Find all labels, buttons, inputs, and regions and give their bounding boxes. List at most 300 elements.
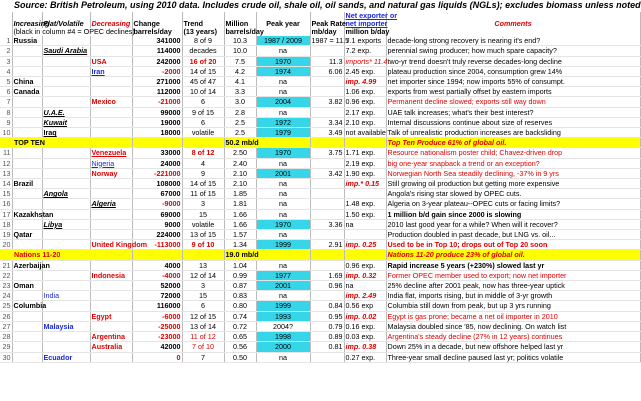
trend-value: 45 of 47 <box>182 77 224 87</box>
change-value: 18000 <box>132 128 182 138</box>
row-number: 15 <box>0 189 12 199</box>
hdr-change: Change <box>132 12 182 28</box>
summary-row <box>0 138 640 148</box>
change-value: 108000 <box>132 179 182 189</box>
change-value: 0 <box>132 352 182 362</box>
row-number: 25 <box>0 301 12 311</box>
peak-rate-value <box>310 46 344 56</box>
peak-rate-value <box>310 291 344 301</box>
change-value: 341000 <box>132 36 182 46</box>
row-number: 8 <box>0 107 12 117</box>
peak-year-value: 1972 <box>256 117 310 127</box>
hdr-net-importer: net importer <box>345 19 388 28</box>
country-name: Mexico <box>90 97 132 107</box>
empty-cell <box>12 199 42 209</box>
peak-rate-value <box>310 189 344 199</box>
country-name: Ecuador <box>42 352 90 362</box>
million-bd-value: 1.81 <box>224 199 256 209</box>
trend-value: 3 <box>182 281 224 291</box>
change-value: 42000 <box>132 342 182 352</box>
change-value: -23000 <box>132 332 182 342</box>
change-value: 67000 <box>132 189 182 199</box>
peak-rate-value: 3.36 <box>310 219 344 229</box>
net-value: 1.48 exp. <box>344 199 386 209</box>
peak-rate-value <box>310 209 344 219</box>
net-value <box>344 230 386 240</box>
comment: perennial swing producer; how much spare capacity? <box>386 46 640 56</box>
country-name: U.A.E. <box>42 107 90 117</box>
comment: 1 million b/d gain since 2000 is slowing <box>386 209 640 219</box>
peak-year-value: na <box>256 77 310 87</box>
empty-cell <box>90 87 132 97</box>
row-number: 29 <box>0 342 12 352</box>
summary-blank <box>132 250 182 260</box>
change-value: -221000 <box>132 168 182 178</box>
change-value: 33000 <box>132 148 182 158</box>
table-row <box>0 209 640 219</box>
empty-cell <box>42 199 90 209</box>
trend-value: 13 of 14 <box>182 321 224 331</box>
peak-rate-value: 0.79 <box>310 321 344 331</box>
million-bd-value: 2.40 <box>224 158 256 168</box>
country-name: Kuwait <box>42 117 90 127</box>
million-bd-value: 1.34 <box>224 240 256 250</box>
net-value: imp. 0.02 <box>344 311 386 321</box>
empty-cell <box>90 219 132 229</box>
net-value: 1.71 exp. <box>344 148 386 158</box>
empty-cell <box>12 168 42 178</box>
trend-value: 3 <box>182 199 224 209</box>
peak-year-value: 2001 <box>256 281 310 291</box>
peak-rate-value: 6.06 <box>310 66 344 76</box>
comment: Still growing oil production but getting more expensive <box>386 179 640 189</box>
trend-value: decades <box>182 46 224 56</box>
peak-rate-value: 3.42 <box>310 168 344 178</box>
change-value: -25000 <box>132 321 182 331</box>
comment: Production doubled in past decade, but LNG vs. oil... <box>386 230 640 240</box>
table-row <box>0 352 640 362</box>
table-row <box>0 219 640 229</box>
trend-value: 9 <box>182 168 224 178</box>
peak-year-value: 1974 <box>256 66 310 76</box>
table-row <box>0 260 640 270</box>
hdr-change-unit: barrels/day <box>132 28 182 36</box>
hdr-million: Million <box>224 12 256 28</box>
comment: net importer since 1994; now imports 55% of consumpt. <box>386 77 640 87</box>
row-number: 16 <box>0 199 12 209</box>
comment: UAE talk increases; what's their best interest? <box>386 107 640 117</box>
net-value: 2.10 exp. <box>344 117 386 127</box>
net-value: 0.16 exp. <box>344 321 386 331</box>
empty-cell <box>42 281 90 291</box>
peak-year-value: na <box>256 87 310 97</box>
comment: Former OPEC member used to export; now net importer <box>386 270 640 280</box>
million-bd-value: 10.0 <box>224 46 256 56</box>
row-number: 21 <box>0 260 12 270</box>
million-bd-value: 2.5 <box>224 128 256 138</box>
net-value: 1.06 exp. <box>344 87 386 97</box>
empty-cell <box>90 77 132 87</box>
empty-cell <box>90 209 132 219</box>
hdr-net-unit: million b/day <box>345 27 390 36</box>
empty-cell <box>12 270 42 280</box>
table-row <box>0 36 640 46</box>
country-name: China <box>12 77 42 87</box>
comment: Internal discussions continue about size of reserves <box>386 117 640 127</box>
empty-cell <box>12 128 42 138</box>
hdr-increasing: Increasing <box>12 12 42 28</box>
change-value: -21000 <box>132 97 182 107</box>
million-bd-value: 4.1 <box>224 77 256 87</box>
net-value: 0.56 exp <box>344 301 386 311</box>
comment: Rapid increase 5 years (+230%) slowed last yr <box>386 260 640 270</box>
country-name: Canada <box>12 87 42 97</box>
change-value: 9000 <box>132 219 182 229</box>
empty-cell <box>42 77 90 87</box>
table-row <box>0 97 640 107</box>
table-row <box>0 128 640 138</box>
peak-year-value: na <box>256 46 310 56</box>
net-value: 0.96 exp. <box>344 97 386 107</box>
table-row <box>0 117 640 127</box>
row-number: 17 <box>0 209 12 219</box>
trend-value: 8 of 9 <box>182 36 224 46</box>
change-value: 99000 <box>132 107 182 117</box>
table-row <box>0 342 640 352</box>
empty-cell <box>42 36 90 46</box>
peak-rate-value: 0.84 <box>310 301 344 311</box>
million-bd-value: 0.80 <box>224 301 256 311</box>
comment: Talk of unrealistic production increases are backsliding <box>386 128 640 138</box>
empty-cell <box>42 342 90 352</box>
empty-cell <box>12 321 42 331</box>
peak-rate-value <box>310 158 344 168</box>
million-bd-value: 1.66 <box>224 209 256 219</box>
net-value: not available <box>345 128 386 138</box>
summary-total: 50.2 mb/d <box>224 138 310 148</box>
hdr-blank-2 <box>386 28 640 36</box>
trend-value: 9 of 10 <box>182 240 224 250</box>
peak-year-value: na <box>256 158 310 168</box>
peak-year-value: 2001 <box>256 168 310 178</box>
hdr-peak-rate: Peak Rate <box>310 12 344 28</box>
peak-year-value: 2000 <box>256 342 310 352</box>
peak-rate-value: 3.82 <box>310 97 344 107</box>
row-number: 7 <box>0 97 12 107</box>
million-bd-value: 0.83 <box>224 291 256 301</box>
peak-rate-value: 3.34 <box>310 117 344 127</box>
comment: India flat, imports rising, but in middle of 3-yr growth <box>386 291 640 301</box>
empty-cell <box>90 301 132 311</box>
country-name: Iran <box>90 66 132 76</box>
trend-value: 10 of 14 <box>182 87 224 97</box>
empty-cell <box>42 301 90 311</box>
table-row <box>0 158 640 168</box>
table-row <box>0 332 640 342</box>
peak-rate-value: 1.69 <box>310 270 344 280</box>
peak-rate-value <box>310 352 344 362</box>
country-name: Azerbaijan <box>13 260 50 270</box>
trend-value: 15 <box>182 209 224 219</box>
peak-rate-value <box>310 230 344 240</box>
table-row <box>0 321 640 331</box>
peak-year-value: 1998 <box>256 332 310 342</box>
comment: Columbia still down from peak, but up 3 yrs running <box>386 301 640 311</box>
net-value: 1.90 exp. <box>344 168 386 178</box>
million-bd-value: 0.65 <box>224 332 256 342</box>
table-row <box>0 281 640 291</box>
empty-cell <box>42 311 90 321</box>
change-value: 19000 <box>132 117 182 127</box>
empty-cell <box>90 260 132 270</box>
table-row <box>0 148 640 158</box>
comment: Resource nationalism poster child; Chavez-driven drop <box>386 148 640 158</box>
million-bd-value: 0.50 <box>224 352 256 362</box>
table-row <box>0 66 640 76</box>
empty-cell <box>90 321 132 331</box>
hdr-trend: Trend <box>182 12 224 28</box>
table-row <box>0 168 640 178</box>
comment: Down 25% in a decade, but new offshore helped last yr <box>386 342 640 352</box>
trend-value: 11 of 12 <box>182 332 224 342</box>
summary-label: TOP TEN <box>0 138 132 148</box>
empty-cell <box>90 281 132 291</box>
table-row <box>0 77 640 87</box>
peak-year-value: 1970 <box>256 148 310 158</box>
empty-cell <box>42 97 90 107</box>
net-value: 1.50 exp. <box>344 209 386 219</box>
trend-value: volatile <box>182 128 224 138</box>
peak-rate-value: 0.89 <box>310 332 344 342</box>
row-number: 18 <box>0 219 12 229</box>
country-name: Argentina <box>90 332 132 342</box>
summary-blank <box>182 138 224 148</box>
comment: decade-long strong recovery is nearing it's end? <box>386 36 640 46</box>
million-bd-value: 0.87 <box>224 281 256 291</box>
row-number: 12 <box>0 158 12 168</box>
comment: Egypt is gas prone; became a net oil importer in 2010 <box>386 311 640 321</box>
million-bd-value: 2.10 <box>224 168 256 178</box>
country-name: Nigeria <box>90 158 132 168</box>
million-bd-value: 0.72 <box>224 321 256 331</box>
peak-rate-value: 2.91 <box>310 240 344 250</box>
change-value: -2000 <box>132 66 182 76</box>
comment: 25% decline after 2001 peak, now has three-year uptick <box>386 281 640 291</box>
hdr-flat-volatile: Flat/Volatile <box>42 12 90 28</box>
peak-year-value: na <box>256 230 310 240</box>
peak-year-value: na <box>256 189 310 199</box>
empty-cell <box>12 189 42 199</box>
comment: Argentina's steady decline (27% in 12 years) continues <box>386 332 640 342</box>
empty-cell <box>12 56 42 66</box>
row-number: 27 <box>0 321 12 331</box>
trend-value: 6 <box>182 117 224 127</box>
table-row <box>0 46 640 56</box>
net-value: imports* 11.4 <box>345 56 388 66</box>
net-value: 2.45 exp. <box>344 66 386 76</box>
hdr-million-unit: barrels/day <box>225 27 264 36</box>
peak-year-value: na <box>256 352 310 362</box>
peak-rate-value <box>310 179 344 189</box>
trend-value: 13 of 15 <box>182 230 224 240</box>
change-value: -113000 <box>132 240 182 250</box>
net-value: na <box>344 281 386 291</box>
row-number: 11 <box>0 148 12 158</box>
net-value: imp. 4.99 <box>344 77 386 87</box>
row-number: 1 <box>0 36 12 46</box>
table-row <box>0 291 640 301</box>
change-value: 271000 <box>132 77 182 87</box>
table-row <box>0 230 640 240</box>
empty-cell <box>12 332 42 342</box>
row-number: 10 <box>0 128 12 138</box>
trend-value: 16 of 20 <box>182 56 224 66</box>
million-bd-value: 1.04 <box>224 260 256 270</box>
peak-year-value: na <box>256 179 310 189</box>
peak-rate-value: 0.95 <box>310 311 344 321</box>
row-number: 20 <box>0 240 12 250</box>
table-row <box>0 107 640 117</box>
change-value: 242000 <box>132 56 182 66</box>
empty-cell <box>42 332 90 342</box>
comment: Algeria on 3-year plateau--OPEC cuts or facing limits? <box>386 199 640 209</box>
peak-rate-value: 11.3 <box>310 56 344 66</box>
peak-year-value: na <box>256 260 310 270</box>
empty-cell <box>12 352 42 362</box>
table-row <box>0 199 640 209</box>
million-bd-value: 0.56 <box>224 342 256 352</box>
empty-cell <box>42 148 90 158</box>
country-name: Kazakhstan <box>13 209 54 219</box>
million-bd-value: 2.5 <box>224 117 256 127</box>
empty-cell <box>42 87 90 97</box>
empty-cell <box>12 158 42 168</box>
net-value: 0.27 exp. <box>344 352 386 362</box>
row-number: 30 <box>0 352 12 362</box>
country-name: Saudi Arabia <box>42 46 90 56</box>
million-bd-value: 2.8 <box>224 107 256 117</box>
country-name: United Kingdom <box>91 240 147 250</box>
change-value: -6000 <box>132 311 182 321</box>
peak-year-value: 2004 <box>256 97 310 107</box>
row-number: 9 <box>0 117 12 127</box>
comment: big one-year snapback a trend or an exception? <box>386 158 640 168</box>
change-value: 69000 <box>132 209 182 219</box>
country-name: Columbia <box>13 301 47 311</box>
empty-cell <box>12 148 42 158</box>
million-bd-value: 7.5 <box>224 56 256 66</box>
row-number: 22 <box>0 270 12 280</box>
country-name: Russia <box>12 36 42 46</box>
change-value: 52000 <box>132 281 182 291</box>
trend-value: 4 <box>182 158 224 168</box>
net-value <box>344 189 386 199</box>
empty-cell <box>12 46 42 56</box>
peak-rate-value: 3.49 <box>310 128 344 138</box>
million-bd-value: 1.85 <box>224 189 256 199</box>
hdr-decreasing: Decreasing <box>90 12 132 28</box>
summary-blank <box>132 138 182 148</box>
hdr-black-note: (black in column #4 = OPEC declines) <box>13 27 135 36</box>
comment: Angola's rising star slowed by OPEC cuts. <box>386 189 640 199</box>
country-name: Oman <box>12 281 42 291</box>
table-row <box>0 87 640 97</box>
summary-label: Nations 11-20 <box>0 250 132 260</box>
country-name: Egypt <box>90 311 132 321</box>
empty-cell <box>12 219 42 229</box>
hdr-peak-rate-unit: mb/day <box>310 28 344 36</box>
row-number: 24 <box>0 291 12 301</box>
row-number: 4 <box>0 66 12 76</box>
million-bd-value: 10.3 <box>224 36 256 46</box>
peak-year-value: 2004? <box>256 321 310 331</box>
summary-total: 19.0 mb/d <box>224 250 310 260</box>
peak-rate-value: 0.81 <box>310 342 344 352</box>
country-name: Indonesia <box>90 270 132 280</box>
million-bd-value: 3.3 <box>224 87 256 97</box>
peak-year-value: 1987 / 2009 <box>256 36 310 46</box>
table-row <box>0 189 640 199</box>
peak-year-value: na <box>256 291 310 301</box>
row-number: 19 <box>0 230 12 240</box>
peak-year-value: 1999 <box>256 240 310 250</box>
country-name: Iraq <box>42 128 90 138</box>
trend-value: 14 of 15 <box>182 179 224 189</box>
peak-rate-value: 0.96 <box>310 281 344 291</box>
peak-year-value: 1977 <box>256 270 310 280</box>
peak-year-value: na <box>256 107 310 117</box>
hdr-num-2 <box>0 28 12 36</box>
country-name: Australia <box>90 342 132 352</box>
million-bd-value: 0.74 <box>224 311 256 321</box>
change-value: 116000 <box>132 301 182 311</box>
million-bd-value: 0.99 <box>224 270 256 280</box>
table-row <box>0 179 640 189</box>
empty-cell <box>42 168 90 178</box>
peak-rate-value: 1987 = 11.5 <box>311 36 350 46</box>
net-value: imp. 0.25 <box>344 240 386 250</box>
million-bd-value: 3.0 <box>224 97 256 107</box>
net-value: 2.17 exp. <box>344 107 386 117</box>
country-name: Malaysia <box>42 321 90 331</box>
summary-blank <box>344 138 386 148</box>
source-note: Source: British Petroleum, using 2010 data. Includes crude oil, shale oil, oil sands, and natural gas liquids (NGLs); excludes biomass unless noted <box>14 0 641 10</box>
net-value: 0.96 exp. <box>344 260 386 270</box>
empty-cell <box>12 117 42 127</box>
empty-cell <box>12 107 42 117</box>
comment: Used to be in Top 10; drops out of Top 20 soon <box>386 240 640 250</box>
net-value: imp. 2.49 <box>344 291 386 301</box>
trend-value: 15 <box>182 291 224 301</box>
hdr-net <box>344 11 398 28</box>
comment: Permanent decline slowed; exports still way down <box>386 97 640 107</box>
summary-blank <box>182 250 224 260</box>
empty-cell <box>90 107 132 117</box>
million-bd-value: 2.10 <box>224 179 256 189</box>
country-name: Algeria <box>90 199 132 209</box>
hdr-blank <box>256 28 310 36</box>
change-value: 72000 <box>132 291 182 301</box>
peak-year-value: 1979 <box>256 128 310 138</box>
trend-value: 8 of 12 <box>182 148 224 158</box>
peak-rate-value <box>310 199 344 209</box>
hdr-net-exporter: Net exporter or <box>345 11 398 20</box>
peak-year-value: na <box>256 199 310 209</box>
trend-value: 6 <box>182 97 224 107</box>
hdr-trend-unit: (13 years) <box>182 28 224 36</box>
trend-value: 6 <box>182 301 224 311</box>
empty-cell <box>42 158 90 168</box>
